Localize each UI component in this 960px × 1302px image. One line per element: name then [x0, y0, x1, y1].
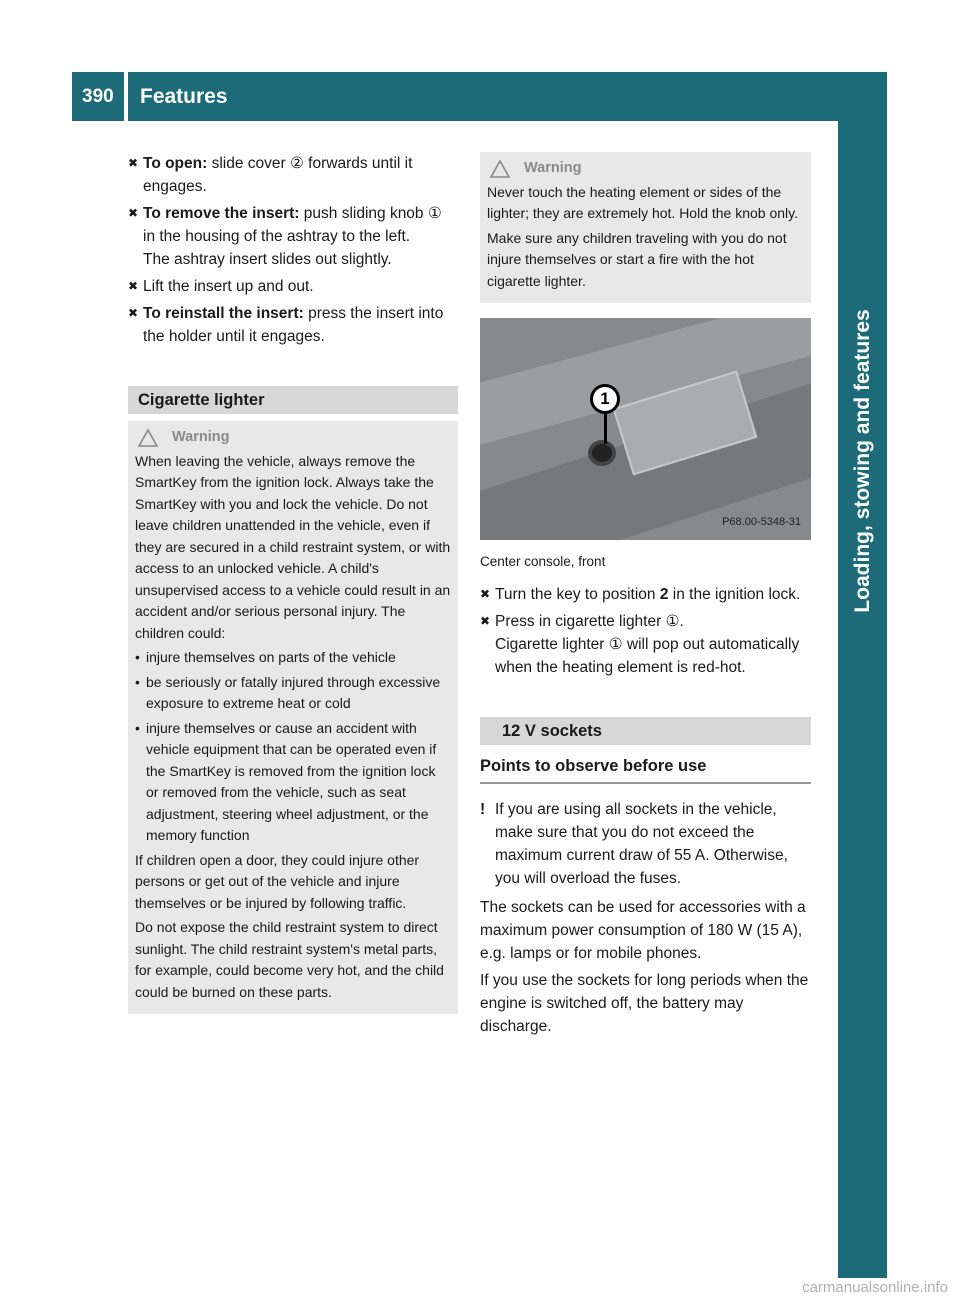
exclamation-icon: ! — [480, 801, 486, 818]
warning-text: Make sure any children traveling with you do not injure themselves or start a fire with the hot cigarette lighter. — [487, 229, 787, 289]
paragraph: If you use the sockets for long periods when the engine is switched off, the battery may discharge. — [480, 972, 809, 1035]
step-press-lighter: ✖ Press in cigarette lighter ①. Cigarette lighter ① will pop out automatically when the heating element is red-hot. — [480, 610, 811, 679]
step-open: ✖ To open: slide cover ② forwards until it engages. — [128, 152, 458, 198]
section-heading-12v-sockets: 12 V sockets — [480, 717, 811, 745]
arrow-icon: ✖ — [480, 587, 491, 601]
watermark: carmanualsonline.info — [802, 1279, 948, 1296]
warning-title: Warning — [135, 427, 451, 449]
warning-box — [128, 421, 458, 1014]
right-column — [480, 152, 811, 1042]
side-tab-label: Loading, stowing and features — [850, 309, 874, 613]
paragraph: The sockets can be used for accessories with a maximum power consumption of 180 W (15 A), e.g. lamps or for mobile phones. — [480, 899, 806, 962]
arrow-icon: ✖ — [128, 306, 139, 320]
image-code: P68.00-5348-31 — [722, 516, 801, 528]
warning-text: Never touch the heating element or sides of the lighter; they are extremely hot. Hold the knob only. — [487, 183, 799, 221]
center-console-photo — [480, 318, 811, 540]
header-separator — [124, 72, 128, 121]
arrow-icon: ✖ — [128, 279, 139, 293]
cigarette-lighter-knob — [588, 440, 616, 466]
step-reinstall-insert: ✖ To reinstall the insert: press the insert into the holder until it engages. — [128, 302, 458, 348]
warning-box-lighter — [480, 152, 811, 303]
page-number: 390 — [82, 86, 114, 107]
list-item: • injure themselves or cause an accident with vehicle equipment that can be operated even if the SmartKey is removed from the ignition lock or removed from the vehicle, such as seat adjustment, steering wheel adjustment, or the memory function — [135, 719, 437, 843]
photo-caption: Center console, front — [480, 554, 606, 569]
section-heading-cigarette-lighter: Cigarette lighter — [128, 386, 458, 414]
list-item: • be seriously or fatally injured through excessive exposure to extreme heat or cold — [135, 673, 441, 711]
left-column — [128, 152, 458, 1014]
warning-text: Do not expose the child restraint system to direct sunlight. The child restraint system's metal parts, for example, could become very hot, and the child could be burned on these parts. — [135, 919, 444, 1000]
warning-triangle-icon — [138, 429, 158, 447]
callout-number: 1 — [590, 384, 620, 414]
warning-text: If children open a door, they could injure other persons or get out of the vehicle and injure themselves or be injured by following traffic. — [135, 851, 420, 911]
side-tab-end — [838, 1256, 887, 1278]
page-title: Features — [140, 85, 228, 108]
warning-triangle-icon — [490, 160, 510, 178]
step-turn-key: ✖ Turn the key to position 2 in the ignition lock. — [480, 583, 811, 606]
note-item: ! If you are using all sockets in the vehicle, make sure that you do not exceed the maximum current draw of 55 A. Otherwise, you will overload the fuses. — [480, 798, 811, 890]
arrow-icon: ✖ — [128, 206, 139, 220]
step-lift-insert: ✖ Lift the insert up and out. — [128, 275, 458, 298]
arrow-icon: ✖ — [480, 614, 491, 628]
warning-text: When leaving the vehicle, always remove the SmartKey from the ignition lock. Always take the SmartKey with you and lock the vehicle. Do not leave children unattended in the vehicle, even if they are secured in a child restraint system, or with access to an unlocked vehicle. A child's unsupervised access to a vehicle could result in an accident and/or serious personal injury. The children could: — [135, 452, 451, 641]
step-remove-insert: ✖ To remove the insert: push sliding knob ① in the housing of the ashtray to the left. The ashtray insert slides out slightly. — [128, 202, 458, 271]
list-item: • injure themselves on parts of the vehicle — [135, 649, 396, 665]
subheading-points-before-use: Points to observe before use — [480, 755, 811, 784]
arrow-icon: ✖ — [128, 156, 139, 170]
warning-title: Warning — [487, 158, 804, 180]
